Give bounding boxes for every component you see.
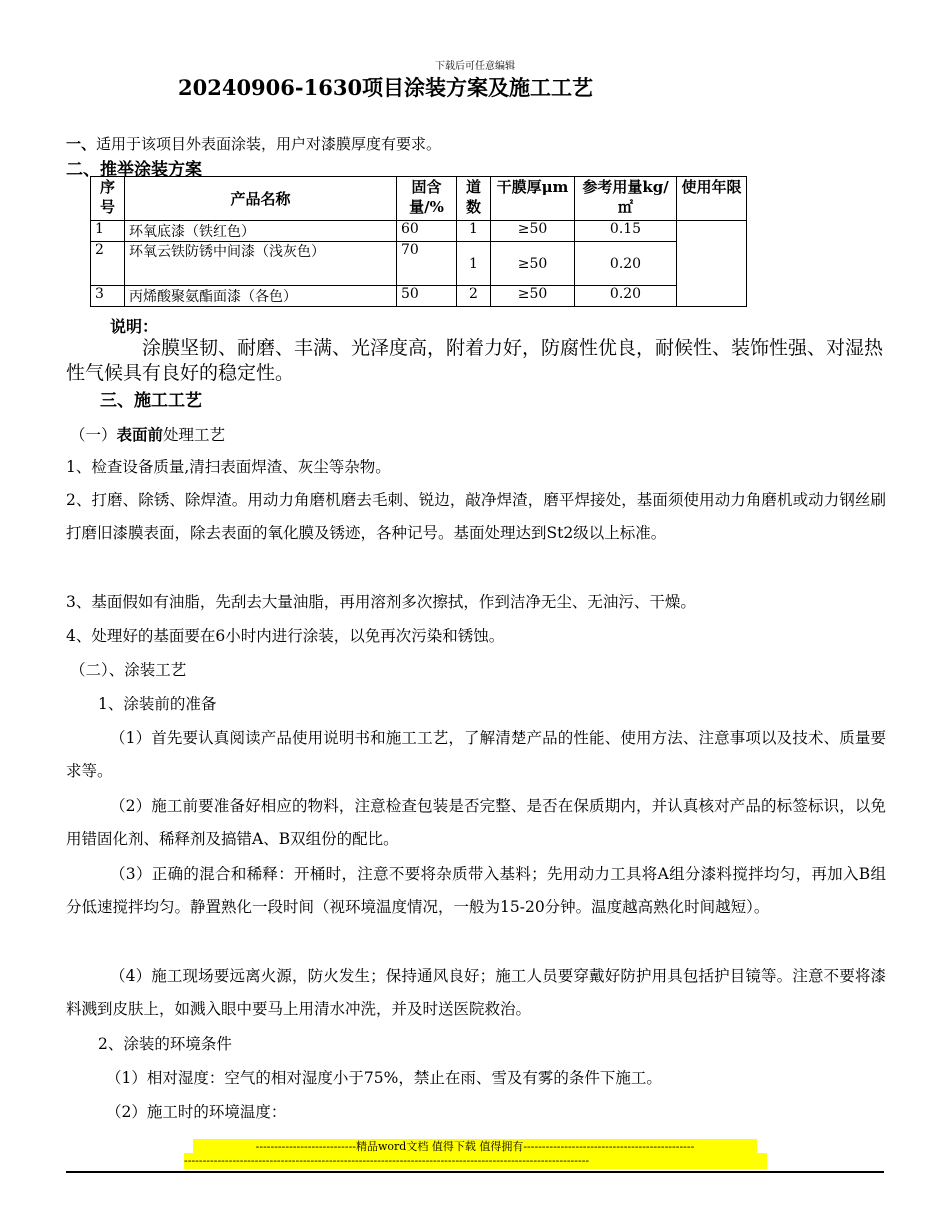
section-1-text: 适用于该项目外表面涂装，用户对漆膜厚度有要求。 [96, 135, 442, 153]
row-name: 环氧底漆（铁红色） [125, 221, 397, 242]
row-dft: ≥50 [491, 221, 575, 242]
header-life: 使用年限 [677, 177, 747, 221]
service-life-cell [677, 221, 747, 307]
row-name: 环氧云铁防锈中间漆（浅灰色） [125, 242, 397, 286]
paragraph: 4、处理好的基面要在6小时内进行涂装，以免再次污染和锈蚀。 [66, 627, 505, 645]
note-label: 说明： [110, 317, 159, 336]
paragraph: 1、涂装前的准备 [98, 695, 217, 713]
paragraph: 1、检查设备质量,清扫表面焊渣、灰尘等杂物。 [66, 458, 391, 476]
row-dft: ≥50 [491, 242, 575, 286]
paragraph: 2、涂装的环境条件 [98, 1035, 232, 1053]
row-solid: 60 [397, 221, 457, 242]
table-row [91, 242, 747, 286]
section-2-label: 二、 [66, 160, 100, 180]
paragraph: 2、打磨、除锈、除焊渣。用动力角磨机磨去毛刺、锐边，敲净焊渣，磨平焊接处，基面须使用动力角磨机或动力钢丝刷打磨旧漆膜表面，除去表面的氧化膜及锈迹，各种记号。基面处理达到St2级以上标准。 [66, 491, 886, 542]
footer-banner: ---------------------------精品word文档 值得下载 值得拥有---------------------------------------------- [255, 1140, 695, 1153]
row-coats: 1 [457, 221, 491, 242]
row-no: 1 [91, 221, 125, 242]
paragraph: （二）、涂装工艺 [70, 661, 187, 679]
row-usage: 0.20 [575, 242, 677, 286]
paragraph: （2）施工前要准备好相应的物料，注意检查包装是否完整、是否在保质期内，并认真核对产品的标签标识，以免用错固化剂、稀释剂及搞错A、B双组份的配比。 [66, 797, 886, 848]
coating-scheme-table [90, 176, 747, 307]
table-header-row [91, 177, 747, 221]
row-coats: 2 [457, 286, 491, 307]
header-no: 序号 [91, 177, 125, 221]
header-name: 产品名称 [125, 177, 397, 221]
paragraph: （3）正确的混合和稀释：开桶时，注意不要将杂质带入基料；先用动力工具将A组分漆料搅拌均匀，再加入B组分低速搅拌均匀。静置熟化一段时间（视环境温度情况，一般为15-20分钟。温度越高熟化时间越短）。 [66, 865, 886, 916]
paragraph: （1）首先要认真阅读产品使用说明书和施工工艺，了解清楚产品的性能、使用方法、注意事项以及技术、质量要求等。 [66, 729, 886, 780]
row-no: 3 [91, 286, 125, 307]
table-row [91, 286, 747, 307]
row-solid: 50 [397, 286, 457, 307]
note-text: 涂膜坚韧、耐磨、丰满、光泽度高，附着力好，防腐性优良，耐候性、装饰性强、对湿热性气候具有良好的稳定性。 [66, 337, 884, 384]
header-dft: 干膜厚μm [491, 177, 575, 221]
row-dft: ≥50 [491, 286, 575, 307]
paragraph: （1）相对湿度：空气的相对湿度小于75%，禁止在雨、雪及有雾的条件下施工。 [106, 1069, 662, 1087]
paragraph: （2）施工时的环境温度： [106, 1103, 287, 1121]
paragraph: 3、基面假如有油脂，先刮去大量油脂，再用溶剂多次擦拭，作到洁净无尘、无油污、干燥。 [66, 593, 696, 611]
row-usage: 0.20 [575, 286, 677, 307]
section-1-label: 一、 [66, 135, 97, 153]
row-no: 2 [91, 242, 125, 286]
table-row [91, 221, 747, 242]
header-coats: 道数 [457, 177, 491, 221]
subsection-1-rest: 处理工艺 [163, 426, 226, 444]
subsection-1-heading [70, 423, 225, 445]
row-solid: 70 [397, 242, 457, 286]
row-usage: 0.15 [575, 221, 677, 242]
paragraph: （4）施工现场要远离火源，防火发生；保持通风良好；施工人员要穿戴好防护用具包括护目镜等。注意不要将漆料溅到皮肤上，如溅入眼中要马上用清水冲洗，并及时送医院救治。 [66, 967, 886, 1018]
subsection-1-prefix: （一） [70, 426, 117, 444]
section-2-text: 推举涂装方案 [100, 160, 202, 180]
section-3-heading: 三、施工工艺 [100, 391, 202, 411]
document-title: 20240906-1630项目涂装方案及施工工艺 [178, 75, 594, 100]
section-1 [66, 133, 441, 154]
header-note: 下载后可任意编辑 [435, 61, 515, 72]
row-coats: 1 [457, 242, 491, 286]
footer-rule [66, 1171, 884, 1173]
subsection-1-bold: 表面前 [116, 425, 164, 444]
header-solid: 固含量/% [397, 177, 457, 221]
row-name: 丙烯酸聚氨酯面漆（各色） [125, 286, 397, 307]
footer-dashes: ------------------------------------------------------------------------------------------------------------- [184, 1154, 590, 1167]
header-usage: 参考用量kg/㎡ [575, 177, 677, 221]
